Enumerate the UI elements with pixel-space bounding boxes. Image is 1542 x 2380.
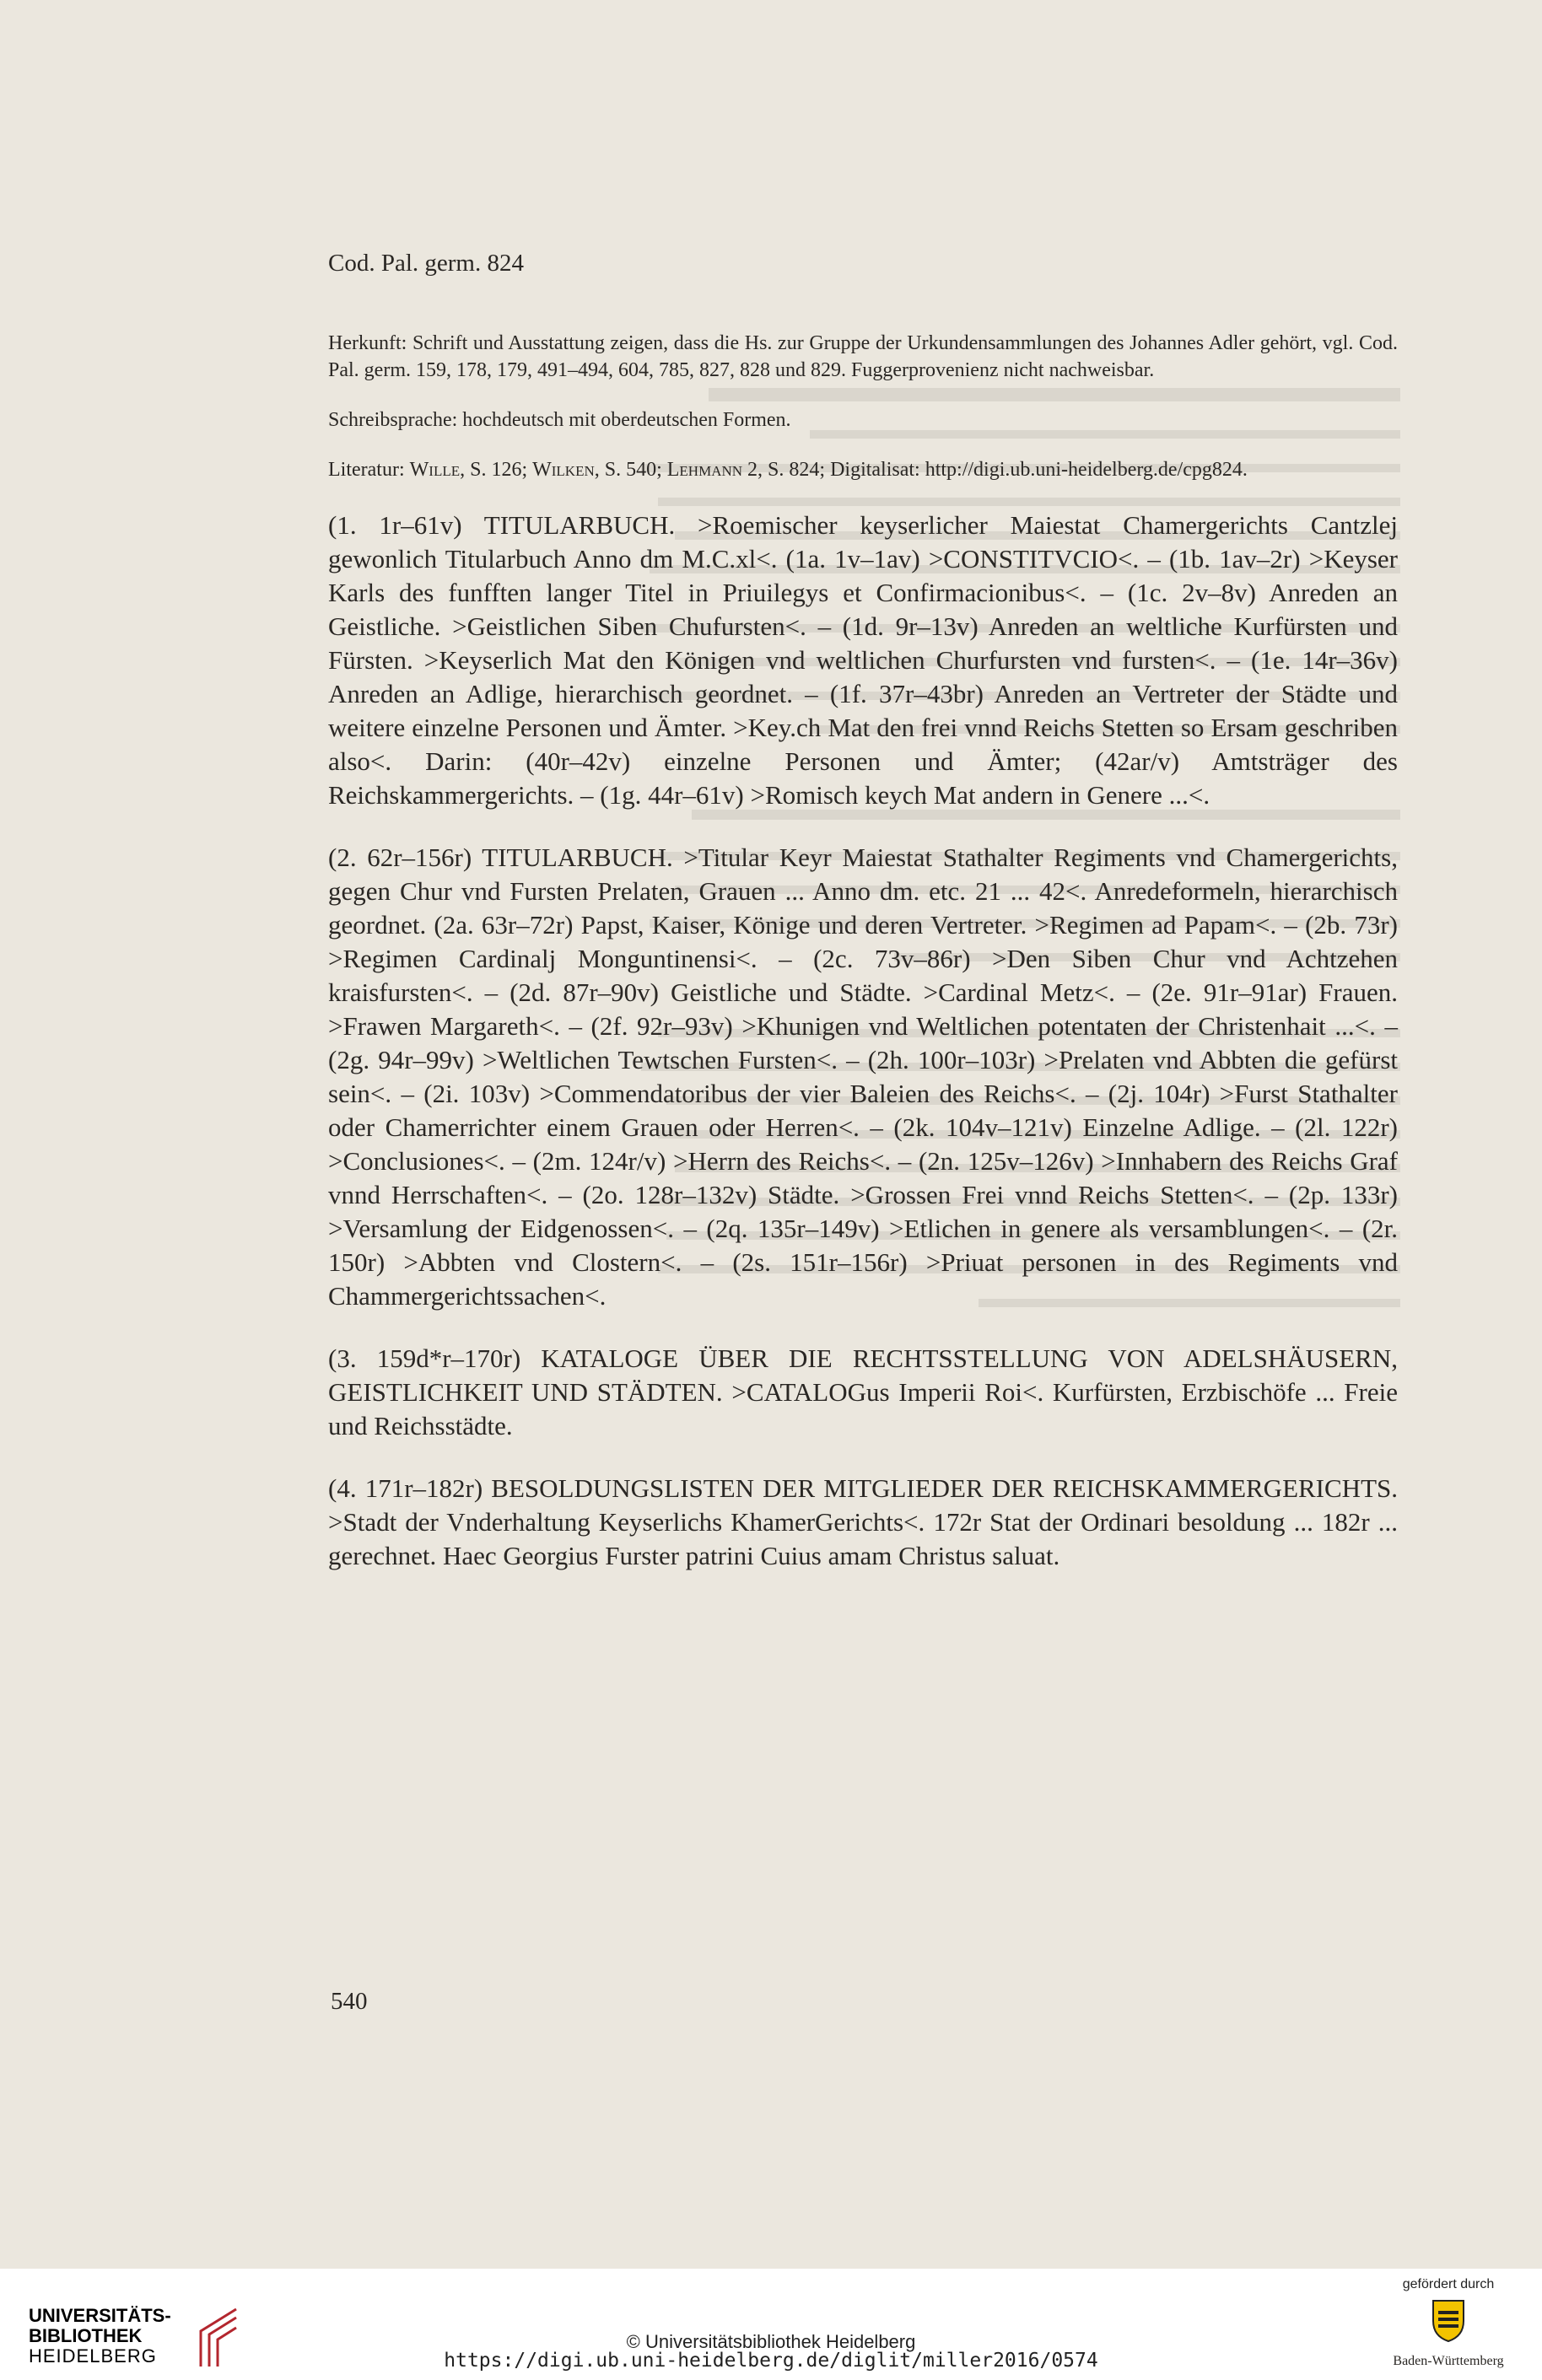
entry-1-titularbuch: (1. 1r–61v) TITULARBUCH. >Roemischer keyserlicher Maiestat Chamergerichts Cantzlej gewonlich Titularbuch Anno dm M.C.xl<. (1a. 1v–1av) >CONSTITVCIO<. – (1b. 1av–2r) >Keyser Karls des funfften langer Titel in Priuilegys et Confirmacionibus<. – (1c. 2v–8v) Anreden an Geistliche. >Geistlichen Siben Chufursten<. – (1d. 9r–13v) Anreden an weltliche Kurfürsten und Fürsten. >Keyserlich Mat den Königen vnd weltlichen Churfursten vnd fursten<. – (1e. 14r–36v) Anreden an Adlige, hierarchisch geordnet. – (1f. 37r–43br) Anreden an Vertreter der Städte und weitere einzelne Personen und Ämter. >Key.ch Mat den frei vnnd Reichs Stetten so Ersam geschriben also<. Darin: (40r–42v) einzelne Personen und Ämter; (42ar/v) Amtsträger des Reichskammergerichts. – (1g. 44r–61v) >Romisch keych Mat andern in Genere ...<. — [328, 510, 1398, 810]
literature-text: 2, S. 824; Digitalisat: http://digi.ub.uni-heidelberg.de/cpg824. — [742, 459, 1248, 481]
entry-4-besoldungslisten: (4. 171r–182r) BESOLDUNGSLISTEN DER MITGLIEDER DER REICHSKAMMERGERICHTS. >Stadt der Vnderhaltung Keyserlichs KhamerGerichts<. 172r Stat der Ordinari besoldung ... 182r ... gerechnet. Haec Georgius Furster patrini Cuius amam Christus saluat. — [328, 1473, 1398, 1570]
footer-bar — [0, 2269, 1542, 2380]
state-coat-of-arms-icon — [1428, 2297, 1469, 2343]
literature-text: , S. 126; — [460, 459, 533, 481]
literature-ref-wilken: Wilken — [532, 459, 595, 481]
library-name-line1: UNIVERSITÄTS- — [29, 2305, 171, 2326]
library-name-line2: BIBLIOTHEK — [29, 2325, 143, 2346]
codex-title: Cod. Pal. germ. 824 — [328, 250, 524, 277]
literature-text: , S. 540; — [594, 459, 667, 481]
content-entries — [328, 509, 1398, 1573]
literature-ref-lehmann: Lehmann — [666, 459, 743, 481]
page-number: 540 — [331, 1988, 368, 2015]
sponsor-name: Baden-Württemberg — [1393, 2354, 1504, 2368]
provenance-note: Herkunft: Schrift und Ausstattung zeigen, dass die Hs. zur Gruppe der Urkundensammlungen des Johannes Adler gehört, vgl. Cod. Pal. germ. 159, 178, 179, 491–494, 604, 785, 827, 828 und 829. Fuggerprovenienz nicht nachweisbar. — [328, 332, 1398, 381]
document-body — [328, 250, 1398, 1573]
library-name-line3: HEIDELBERG — [29, 2345, 157, 2367]
copyright-text: © Universitätsbibliothek Heidelberg — [626, 2331, 916, 2352]
literature-ref-wille: Wille — [409, 459, 461, 481]
permalink[interactable]: https://digi.ub.uni-heidelberg.de/diglit/miller2016/0574 — [444, 2350, 1098, 2372]
literature-label: Literatur: — [328, 459, 410, 481]
sponsor-block[interactable] — [1385, 2277, 1512, 2369]
literature-note — [328, 456, 1398, 483]
entry-2-titularbuch: (2. 62r–156r) TITULARBUCH. >Titular Keyr Maiestat Stathalter Regiments vnd Chamergerichts, gegen Chur vnd Fursten Prelaten, Grauen ... Anno dm. etc. 21 ... 42<. Anredeformeln, hierarchisch geordnet. (2a. 63r–72r) Papst, Kaiser, Könige und deren Vertreter. >Regimen ad Papam<. – (2b. 73r) >Regimen Cardinalj Monguntinensi<. – (2c. 73v–86r) >Den Siben Chur vnd Achtzehen kraisfursten<. – (2d. 87r–90v) Geistliche und Städte. >Cardinal Metz<. – (2e. 91r–91ar) Frauen. >Frawen Margareth<. – (2f. 92r–93v) >Khunigen vnd Weltlichen potentaten der Christenhait ...<. – (2g. 94r–99v) >Weltlichen Tewtschen Fursten<. – (2h. 100r–103r) >Prelaten vnd Abbten die gefürst sein<. – (2i. 103v) >Commendatoribus der vier Baleien des Reichs<. – (2j. 104r) >Furst Stathalter oder Chamerrichter einem Grauen oder Herren<. – (2k. 104v–121v) Einzelne Adlige. – (2l. 122r) >Conclusiones<. – (2m. 124r/v) >Herrn des Reichs<. – (2n. 125v–126v) >Innhabern des Reichs Graf vnnd Herrschaften<. – (2o. 128r–132v) Städte. >Grossen Frei vnnd Reichs Stetten<. – (2p. 133r) >Versamlung der Eidgenossen<. – (2q. 135r–149v) >Etlichen in genere als versamblungen<. – (2r. 150r) >Abbten vnd Clostern<. – (2s. 151r–156r) >Priuat personen in des Regiments vnd Chammergerichtssachen<. — [328, 843, 1398, 1311]
entry-3-kataloge: (3. 159d*r–170r) KATALOGE ÜBER DIE RECHTSSTELLUNG VON ADELSHÄUSERN, GEISTLICHKEIT UND STÄDTEN. >CATALOGus Imperii Roi<. Kurfürsten, Erzbischöfe ... Freie und Reichsstädte. — [328, 1343, 1398, 1440]
language-note: Schreibsprache: hochdeutsch mit oberdeutschen Formen. — [328, 409, 791, 431]
sponsor-label: gefördert durch — [1402, 2277, 1495, 2291]
